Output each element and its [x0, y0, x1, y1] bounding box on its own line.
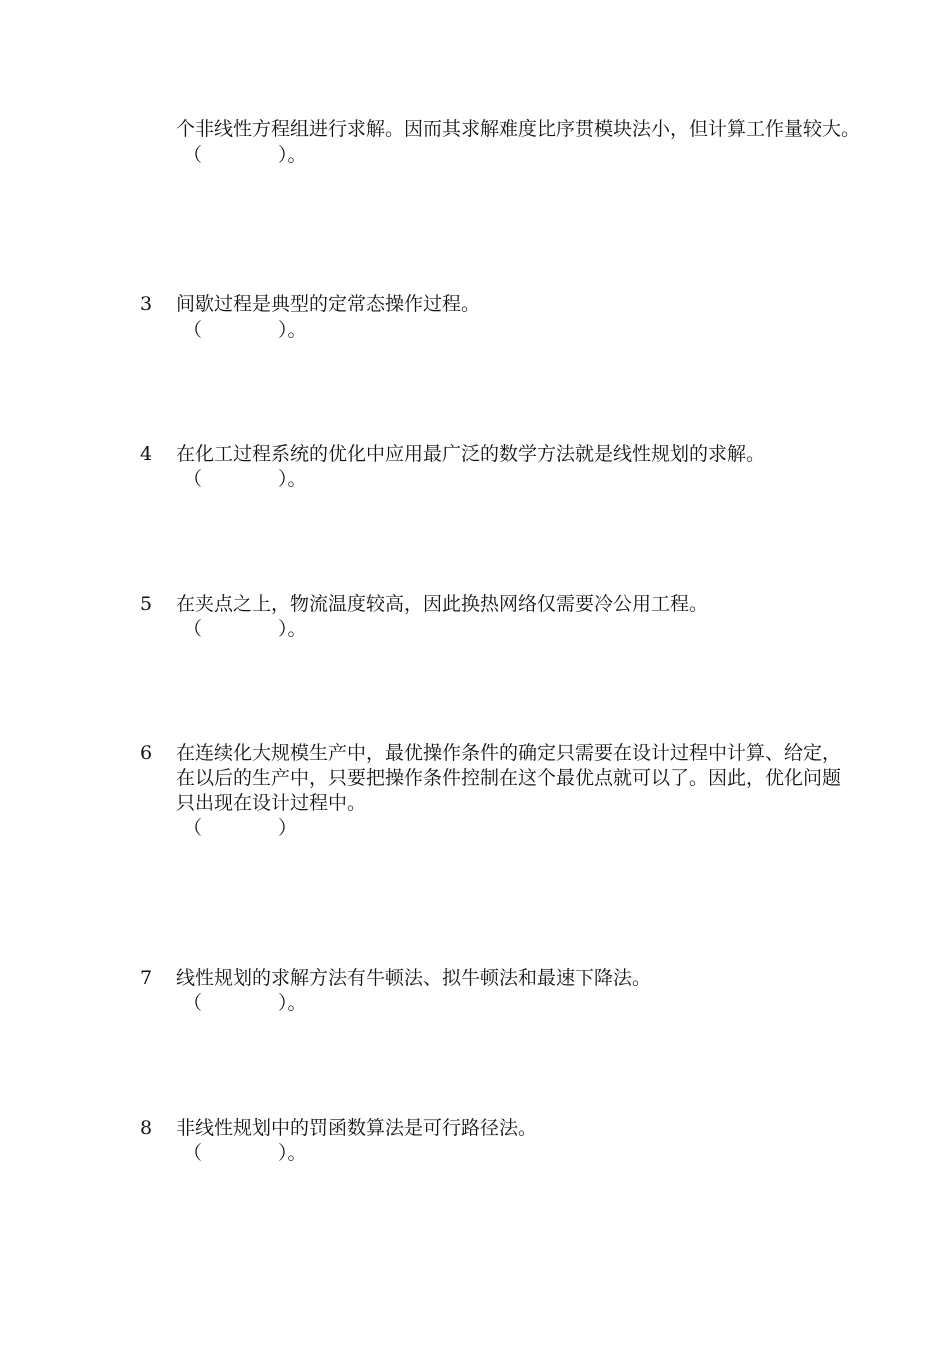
- question-text: 间歇过程是典型的定常态操作过程。: [176, 293, 481, 315]
- question-text: 只出现在设计过程中。: [176, 792, 367, 814]
- answer-blank: （ ）。: [183, 468, 307, 490]
- question-text: 非线性规划中的罚函数算法是可行路径法。: [176, 1117, 538, 1139]
- question-number: 3: [140, 293, 153, 315]
- question-number: 4: [140, 443, 153, 465]
- answer-blank: （ ）。: [183, 618, 307, 640]
- question-text: 在连续化大规模生产中，最优操作条件的确定只需要在设计过程中计算、给定，: [176, 742, 842, 764]
- continuation-text: 个非线性方程组进行求解。因而其求解难度比序贯模块法小，但计算工作量较大。: [176, 118, 861, 140]
- question-number: 8: [140, 1117, 153, 1139]
- answer-blank: （ ）。: [183, 319, 307, 341]
- answer-blank: （ ）。: [183, 1142, 307, 1164]
- question-number: 7: [140, 967, 153, 989]
- question-number: 6: [140, 742, 153, 764]
- question-number: 5: [140, 593, 153, 615]
- answer-blank: （ ）: [183, 817, 298, 839]
- answer-blank: （ ）。: [183, 144, 307, 166]
- question-text: 在化工过程系统的优化中应用最广泛的数学方法就是线性规划的求解。: [176, 443, 766, 465]
- answer-blank: （ ）。: [183, 992, 307, 1014]
- question-text: 线性规划的求解方法有牛顿法、拟牛顿法和最速下降法。: [176, 967, 652, 989]
- question-text: 在以后的生产中，只要把操作条件控制在这个最优点就可以了。因此，优化问题: [176, 767, 842, 789]
- question-text: 在夹点之上，物流温度较高，因此换热网络仅需要冷公用工程。: [176, 593, 709, 615]
